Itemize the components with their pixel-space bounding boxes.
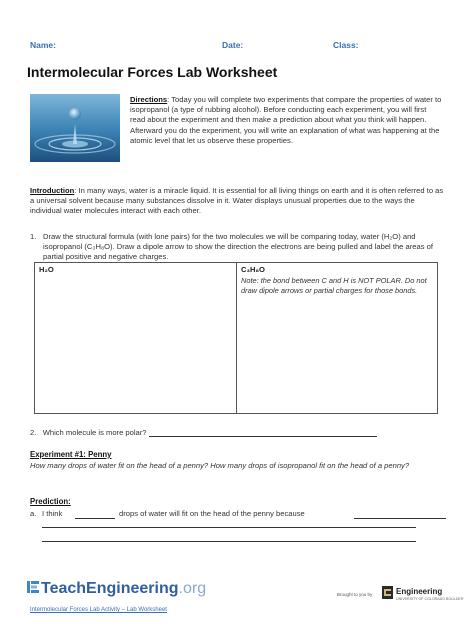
cu-logo-icon [382,586,393,599]
water-column-header: H₂O [39,265,54,274]
directions-lead: Directions [130,95,168,104]
answer-line[interactable] [42,541,416,542]
logo-main-text: TeachEngineering [41,580,179,597]
question-2-number: 2. [30,428,37,437]
page-title: Intermolecular Forces Lab Worksheet [27,64,278,80]
teachengineering-logo [27,580,206,598]
experiment-1-heading: Experiment #1: Penny [30,450,112,459]
isopropanol-column-header: C₃H₈O [241,265,265,274]
structure-drawing-table [34,262,438,414]
water-drop-image [30,94,120,162]
table-divider [236,263,237,413]
introduction-lead: Introduction [30,186,75,195]
introduction-text: : In many ways, water is a miracle liquid. It is essential for all living things on earth and it is often referred to as a universal solvent because many substances dissolve in it. Water displays unusual properties due to the ways the individual water molecules interact with each other. [30,186,444,216]
class-label: Class: [333,40,359,50]
name-label: Name: [30,40,56,50]
worksheet-link[interactable]: Intermolecular Forces Lab Activity – Lab Worksheet [30,607,167,613]
drop-count-blank[interactable] [75,509,115,519]
isopropanol-note: Note: the bond between C and H is NOT POLAR. Do not draw dipole arrows or partial charges for those bonds. [241,276,427,295]
date-label: Date: [222,40,244,50]
prediction-heading: Prediction: [30,497,71,506]
question-2 [30,428,377,437]
question-2-text: Which molecule is more polar? [42,428,147,437]
logo-suffix-text: .org [178,580,207,597]
experiment-1-question: How many drops of water fit on the head of a penny? How many drops of isopropanol fit on the head of a penny? [30,461,410,470]
question-1 [30,232,450,261]
university-text: UNIVERSITY OF COLORADO BOULDER [396,597,464,601]
prediction-a-label: a. [30,509,37,518]
prediction-line-a [30,509,450,519]
introduction-paragraph [30,186,444,217]
teachengineering-logo-icon [27,580,39,594]
question-2-answer-line[interactable] [149,436,377,437]
water-drop-photo [30,94,120,162]
engineering-text: Engineering [396,587,443,596]
brought-to-you-by: Brought to you by [337,592,373,597]
question-1-number: 1. [30,232,37,241]
question-1-text: Draw the structural formula (with lone pairs) for the two molecules we will be comparing today, water (H₂O) and isopropanol (C₃H₈O). Draw a dipole arrow to show the direction the electrons are being pulled and label the areas of partial positive and negative charges. [43,232,433,261]
prediction-a-part2: drops of water will fit on the head of the penny because [119,509,305,518]
answer-line[interactable] [42,527,416,528]
directions-paragraph [130,95,442,146]
directions-text: : Today you will complete two experiments that compare the properties of water to isopropanol (a type of rubbing alcohol). Before conducting each experiment, you will first read about the experiment and then make a prediction about what you think will happen. Afterward you do the experiment, you will write an explanation of what was happening at the atomic level that let us observe these properties. [130,95,442,145]
prediction-a-part1: I think [42,509,63,518]
reason-blank[interactable] [354,509,446,519]
